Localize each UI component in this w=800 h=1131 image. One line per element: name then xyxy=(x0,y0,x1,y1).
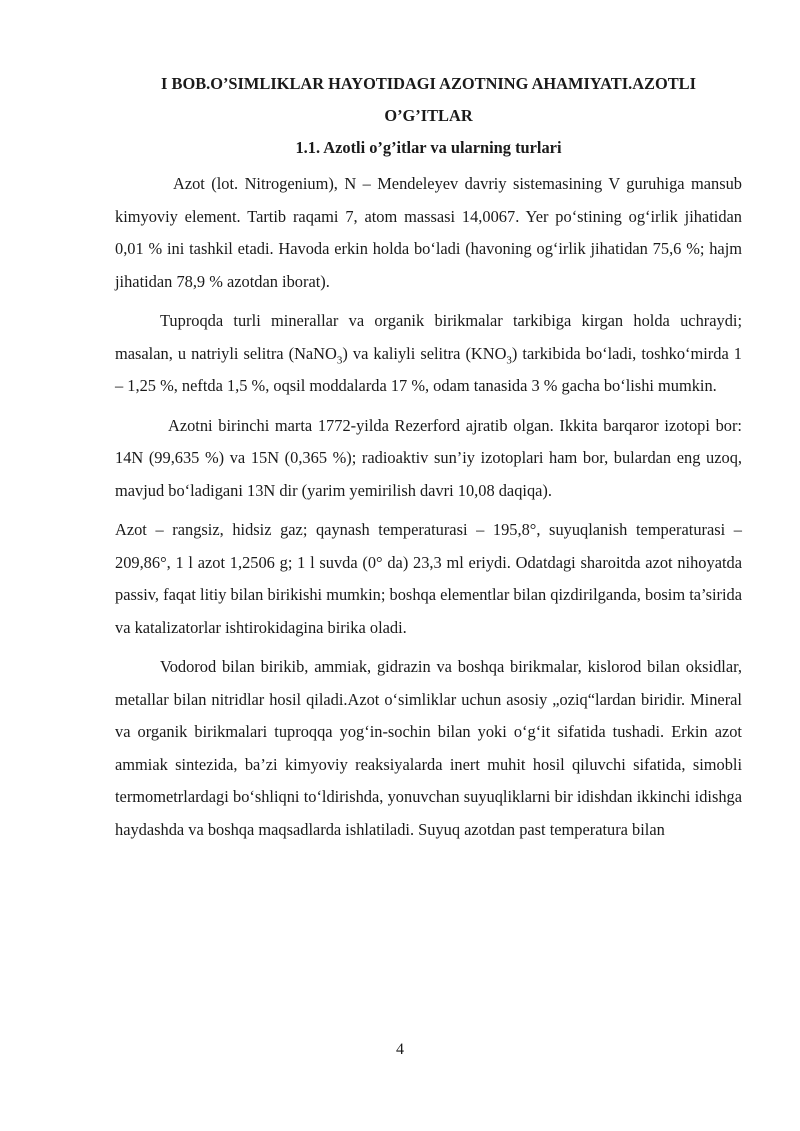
paragraph-3: Azotni birinchi marta 1772-yilda Rezerford ajratib olgan. Ikkita barqaror izotopi bor: 14N (99,635 %) va 15N (0,365 %); radioaktiv sun’iy izotoplari ham bor, bulardan eng uzoq, mavjud bo‘ladigani 13N dir (yarim yemirilish davri 10,08 daqiqa). xyxy=(115,415,742,500)
document-page xyxy=(115,68,742,846)
chapter-title-line-1: I BOB.O’SIMLIKLAR HAYOTIDAGI AZOTNING AHAMIYATI.AZOTLI xyxy=(161,74,696,93)
chapter-title-line-2: O’G’ITLAR xyxy=(384,106,473,125)
paragraph-1: Azot (lot. Nitrogenium), N – Mendeleyev davriy sistemasining V guruhiga mansub kimyoviy element. Tartib raqami 7, atom massasi 14,0067. Yer po‘stining og‘irlik jihatidan 0,01 % ini tashkil etadi. Havoda erkin holda bo‘ladi (havoning og‘irlik jihatidan 75,6 %; hajm jihatidan 78,9 % azotdan iborat). xyxy=(115,174,742,291)
paragraph-2 xyxy=(115,305,742,403)
section-title: 1.1. Azotli o’g’itlar va ularning turlari xyxy=(295,138,562,157)
paragraph-5: Vodorod bilan birikib, ammiak, gidrazin va boshqa birikmalar, kislorod bilan oksidlar, metallar bilan nitridlar hosil qiladi.Azot o‘simliklar uchun asosiy „oziq“lardan biridir. Mineral va organik birikmalari tuproqqa yog‘in-sochin bilan yoki o‘g‘it sifatida tushadi. Erkin azot ammiak sintezida, ba’zi kimyoviy reaksiyalarda inert muhit hosil qiluvchi sifatida, simobli termometrlardagi bo‘shliqni to‘ldirishda, yonuvchan suyuqliklarni bir idishdan ikkinchi idishga haydashda va boshqa maqsadlarda ishlatiladi. Suyuq azotdan past temperatura bilan xyxy=(115,657,742,839)
paragraph-2-part-b: ) va kaliyli selitra (KNO xyxy=(342,343,507,363)
paragraph-2-part-c: ) tarkibida bo‘ladi, toshko‘mirda 1 – 1,25 %, neftda 1,5 %, oqsil moddalarda 17 %, odam tanasida 3 % gacha bo‘lishi mumkin. xyxy=(115,343,742,395)
paragraph-4: Azot – rangsiz, hidsiz gaz; qaynash temperaturasi – 195,8°, suyuqlanish temperaturasi – 209,86°, 1 l azot 1,2506 g; 1 l suvda (0° da) 23,3 ml eriydi. Odatdagi sharoitda azot nihoyatda passiv, faqat litiy bilan birikishi mumkin; boshqa elementlar bilan qizdirilganda, bosim ta’sirida va katalizatorlar ishtirokidagina birika oladi. xyxy=(115,520,742,637)
page-number: 4 xyxy=(396,1041,404,1058)
paragraph-2-part-a: Tuproqda turli minerallar va organik birikmalar tarkibiga kirgan holda uchraydi; masalan, u natriyli selitra (NaNO xyxy=(115,311,742,363)
subscript-3-kno3: 3 xyxy=(506,353,512,366)
subscript-3-nano3: 3 xyxy=(336,353,343,366)
